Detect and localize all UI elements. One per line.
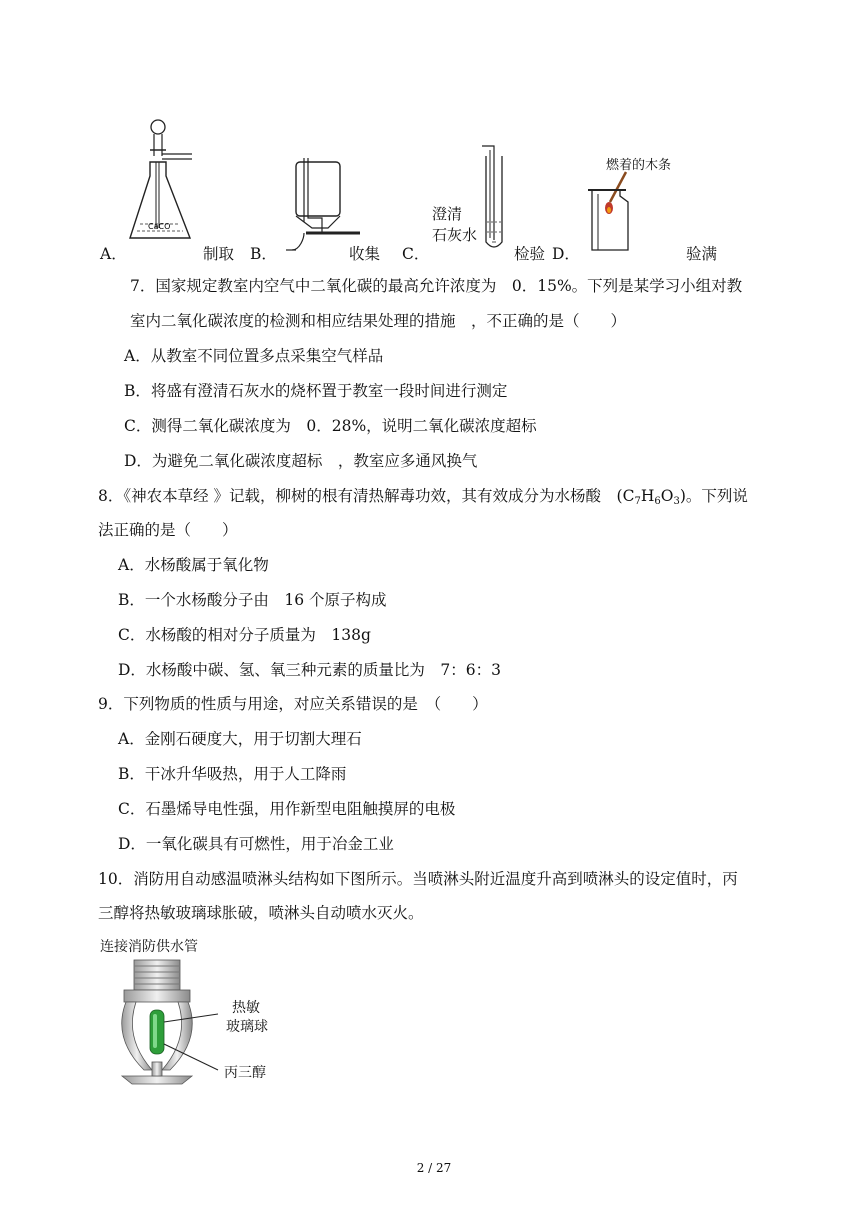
q9-option-a: A．金刚石硬度大，用于切割大理石 (118, 730, 362, 748)
bulb-label-line1: 热敏 (232, 1000, 260, 1016)
q10-stem-line1: 10．消防用自动感温喷淋头结构如下图所示。当喷淋头附近温度升高到喷淋头的设定值时，丙 (98, 870, 738, 888)
option-d-caption: 验满 (686, 245, 718, 263)
option-a-caption: 制取 (203, 245, 235, 263)
q9-option-b: B．干冰升华吸热，用于人工降雨 (118, 765, 347, 783)
q9-stem: 9．下列物质的性质与用途，对应关系错误的是 （ ） (98, 695, 488, 713)
limewater-label-line1: 澄清 (432, 205, 463, 223)
option-a-label: A． (100, 245, 127, 263)
q9-option-d: D．一氧化碳具有可燃性，用于冶金工业 (118, 835, 394, 853)
q8-stem-line2: 法正确的是（ ） (98, 521, 238, 539)
option-c-label: C． (402, 245, 430, 263)
burning-stick-label: 燃着的木条 (606, 158, 672, 173)
limewater-label-line2: 石灰水 (432, 226, 478, 244)
option-b-label: B． (250, 245, 277, 263)
q9-option-c: C．石墨烯导电性强，用作新型电阻触摸屏的电极 (118, 800, 456, 818)
q8-option-a: A．水杨酸属于氧化物 (118, 556, 269, 574)
q7-option-c: C．测得二氧化碳浓度为 0．28%，说明二氧化碳浓度超标 (124, 417, 537, 435)
q7-stem-line2: 室内二氧化碳浓度的检测和相应结果处理的措施 ，不正确的是（ ） (130, 312, 627, 330)
formula-subscript: 7 (634, 496, 641, 507)
formula-element: O (660, 487, 674, 505)
glycerol-label: 丙三醇 (224, 1065, 266, 1081)
gas-generation-apparatus-figure (128, 116, 198, 256)
q8-option-c: C．水杨酸的相对分子质量为 138g (118, 626, 371, 644)
bulb-label-line2: 玻璃球 (226, 1019, 268, 1035)
option-b-caption: 收集 (349, 245, 381, 263)
option-c-caption: 检验 (514, 245, 546, 263)
q10-stem-line2: 三醇将热敏玻璃球胀破，喷淋头自动喷水灭火。 (98, 904, 424, 922)
limewater-test-tube-figure (478, 142, 518, 252)
gas-collection-bottle-figure (282, 158, 362, 258)
q7-stem-line1: 7．国家规定教室内空气中二氧化碳的最高允许浓度为 0．15%。下列是某学习小组对教 (130, 277, 743, 295)
q8-option-b: B．一个水杨酸分子由 16 个原子构成 (118, 591, 387, 609)
page-number: 2 / 27 (416, 1161, 452, 1175)
formula-subscript: 3 (673, 496, 680, 507)
q7-option-a: A．从教室不同位置多点采集空气样品 (124, 347, 384, 365)
q7-option-d: D．为避免二氧化碳浓度超标 ，教室应多通风换气 (124, 452, 478, 470)
burning-stick-bottle-figure (586, 172, 646, 256)
q8-stem-line1 (98, 486, 748, 512)
formula-subscript: 6 (654, 496, 661, 507)
pipe-label: 连接消防供水管 (100, 939, 198, 955)
q8-option-d: D．水杨酸中碳、氢、氧三种元素的质量比为 7：6：3 (118, 661, 502, 679)
q8-stem-text: 8．《神农本草经 》记载，柳树的根有清热解毒功效，其有效成分为水杨酸 (C (98, 487, 635, 505)
option-d-label: D． (552, 245, 580, 263)
formula-element: H (640, 487, 655, 505)
q7-option-b: B．将盛有澄清石灰水的烧杯置于教室一段时间进行测定 (124, 382, 508, 400)
svg-text:CaCO: CaCO (148, 222, 171, 231)
q8-stem-text-end: )。下列说 (679, 487, 748, 505)
